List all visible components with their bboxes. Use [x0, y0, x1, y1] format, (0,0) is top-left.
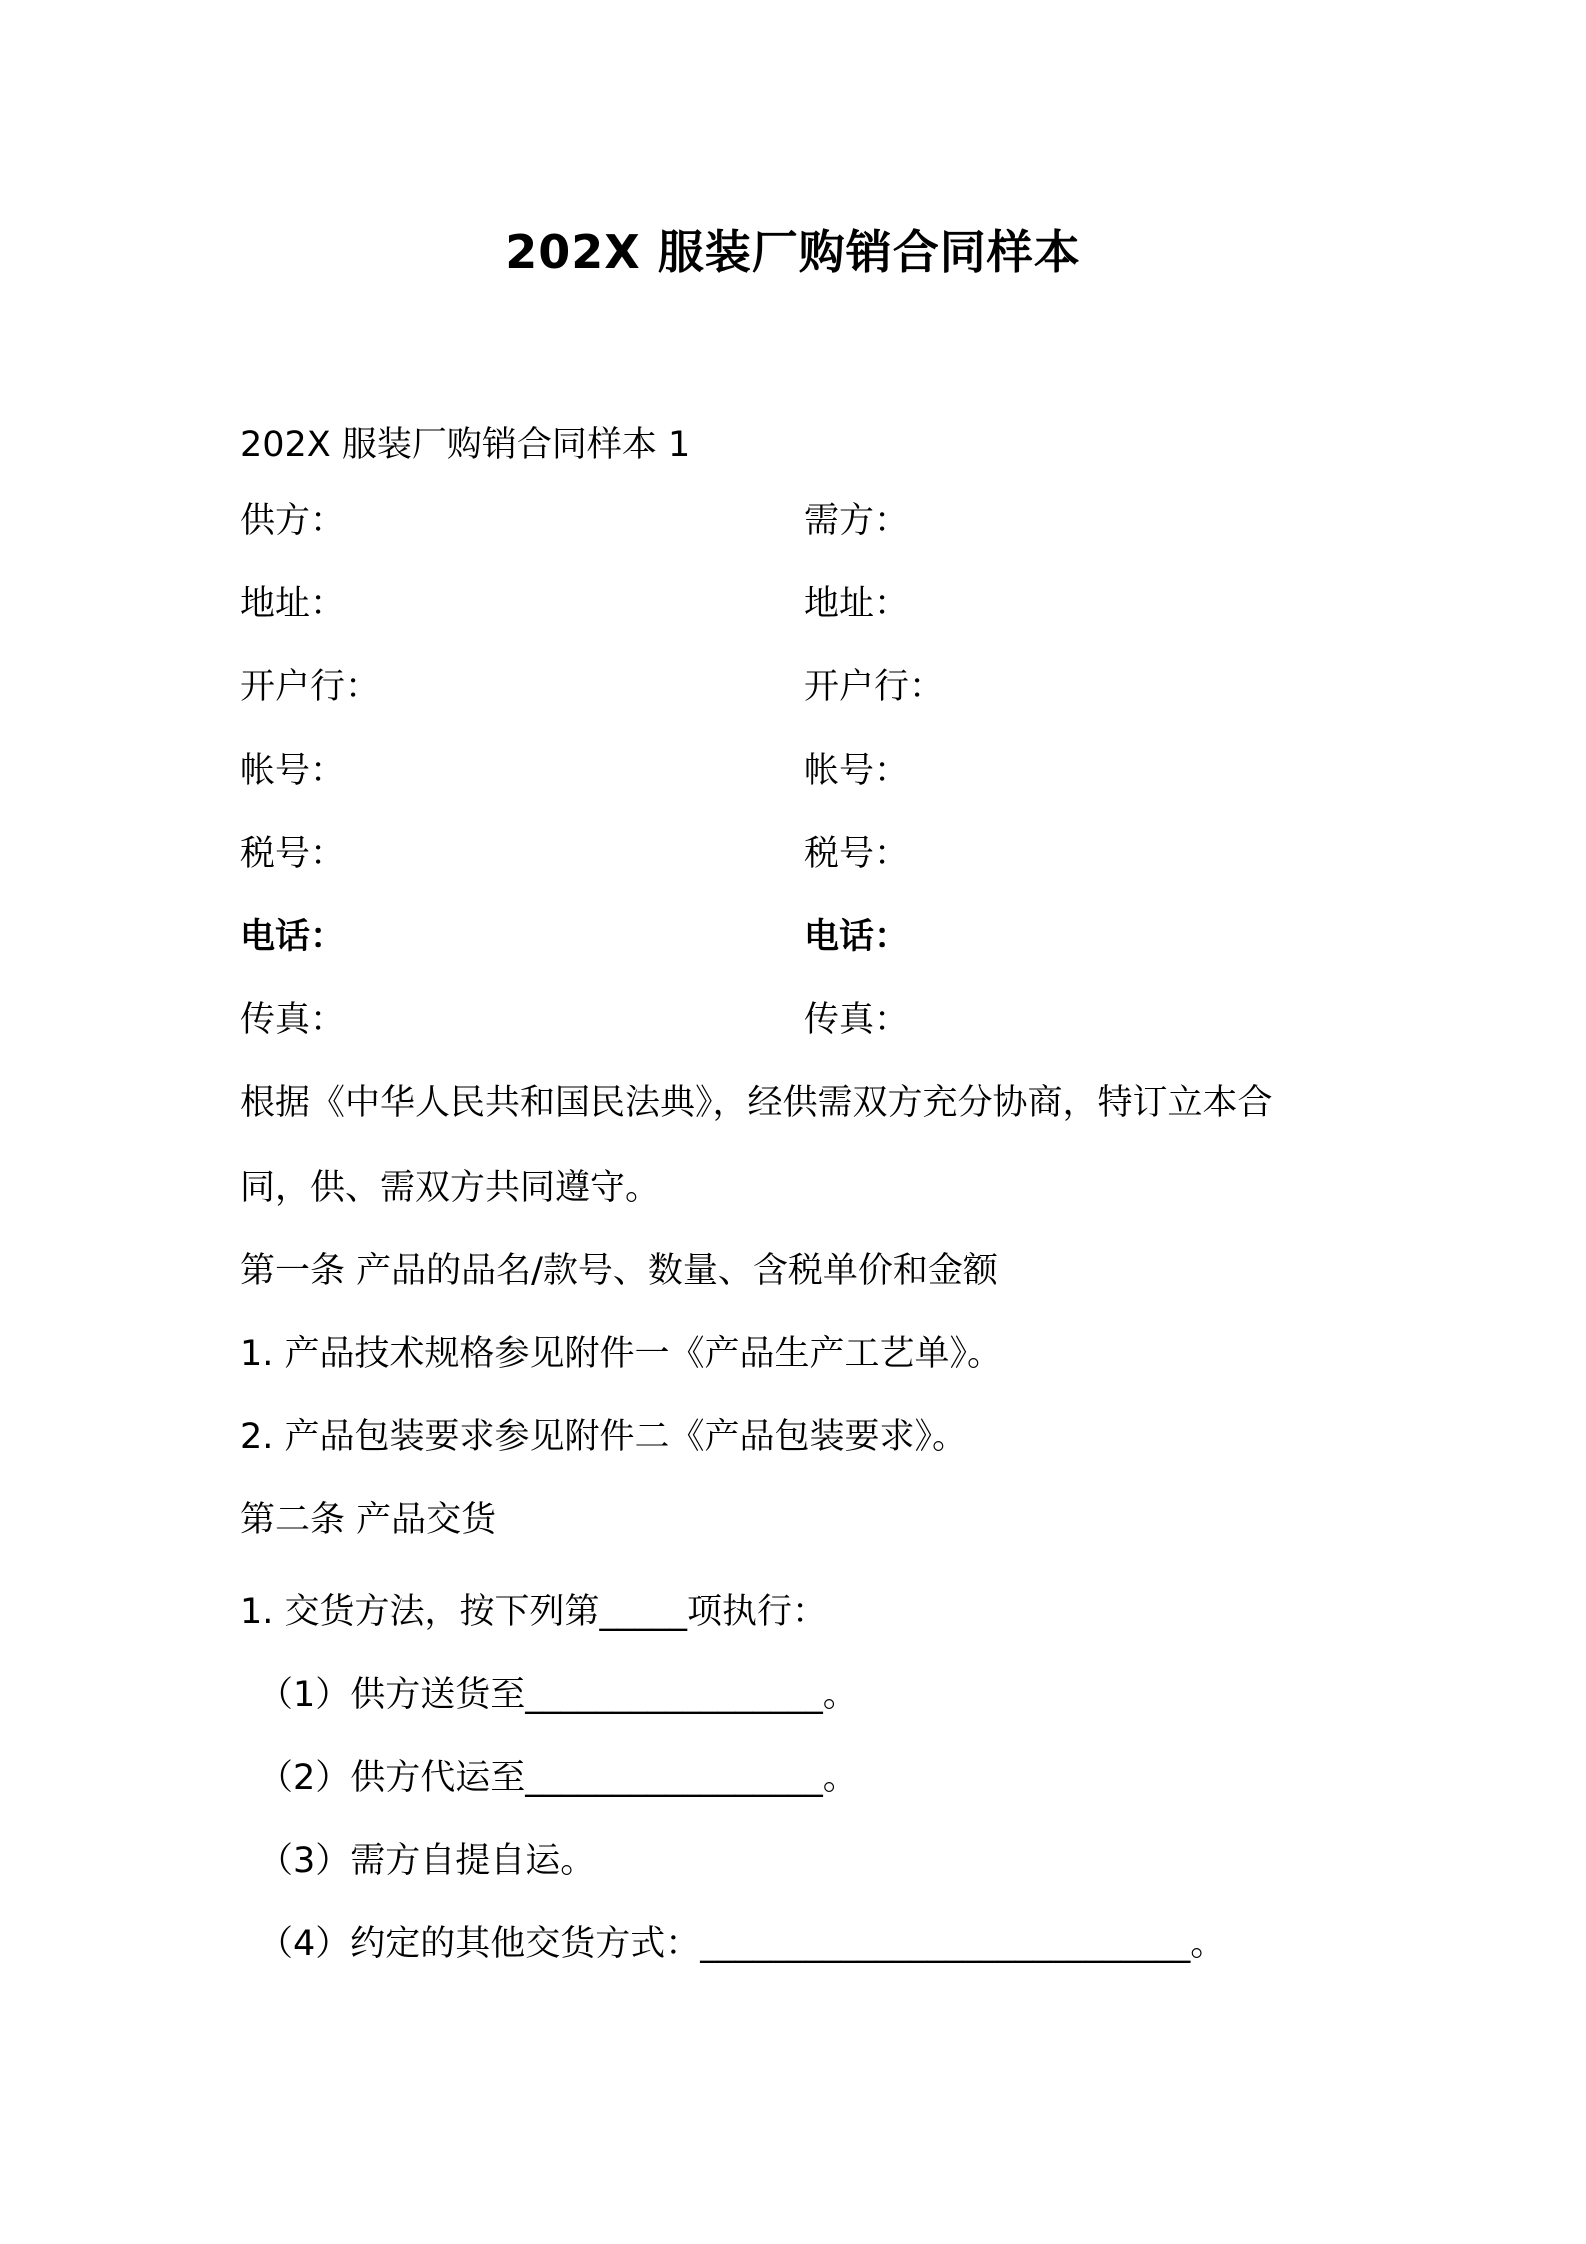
supplier-bank-label: 开户行： — [240, 667, 381, 707]
buyer-account-label: 帐号： — [804, 751, 910, 791]
article-1-heading: 第一条 产品的品名/款号、数量、含税单价和金额 — [240, 1251, 998, 1291]
intro-paragraph-line-2: 同，供、需双方共同遵守。 — [240, 1168, 661, 1208]
article-2-heading: 第二条 产品交货 — [240, 1500, 497, 1540]
delivery-option-1: （1）供方送货至_________________。 — [258, 1675, 858, 1715]
delivery-option-4: （4）约定的其他交货方式：____________________________。 — [258, 1924, 1226, 1964]
supplier-label: 供方： — [240, 501, 346, 541]
buyer-label: 需方： — [804, 501, 910, 541]
buyer-tax-label: 税号： — [804, 834, 910, 874]
article-2-item-1: 1. 交货方法，按下列第_____项执行： — [240, 1592, 828, 1632]
buyer-fax-label: 传真： — [804, 1000, 910, 1040]
document-title: 202X 服装厂购销合同样本 — [505, 225, 1081, 279]
supplier-tax-label: 税号： — [240, 834, 346, 874]
article-1-item-1: 1. 产品技术规格参见附件一《产品生产工艺单》。 — [240, 1334, 1003, 1374]
article-1-item-2: 2. 产品包装要求参见附件二《产品包装要求》。 — [240, 1417, 968, 1457]
supplier-fax-label: 传真： — [240, 1000, 346, 1040]
supplier-address-label: 地址： — [240, 584, 346, 624]
supplier-phone-label: 电话： — [240, 917, 346, 957]
buyer-address-label: 地址： — [804, 584, 910, 624]
supplier-account-label: 帐号： — [240, 751, 346, 791]
buyer-bank-label: 开户行： — [804, 667, 945, 707]
delivery-option-2: （2）供方代运至_________________。 — [258, 1758, 858, 1798]
contract-subtitle: 202X 服装厂购销合同样本 1 — [240, 425, 691, 465]
buyer-phone-label: 电话： — [804, 917, 910, 957]
delivery-option-3: （3）需方自提自运。 — [258, 1841, 596, 1881]
intro-paragraph-line-1: 根据《中华人民共和国民法典》，经供需双方充分协商，特订立本合 — [240, 1083, 1273, 1123]
